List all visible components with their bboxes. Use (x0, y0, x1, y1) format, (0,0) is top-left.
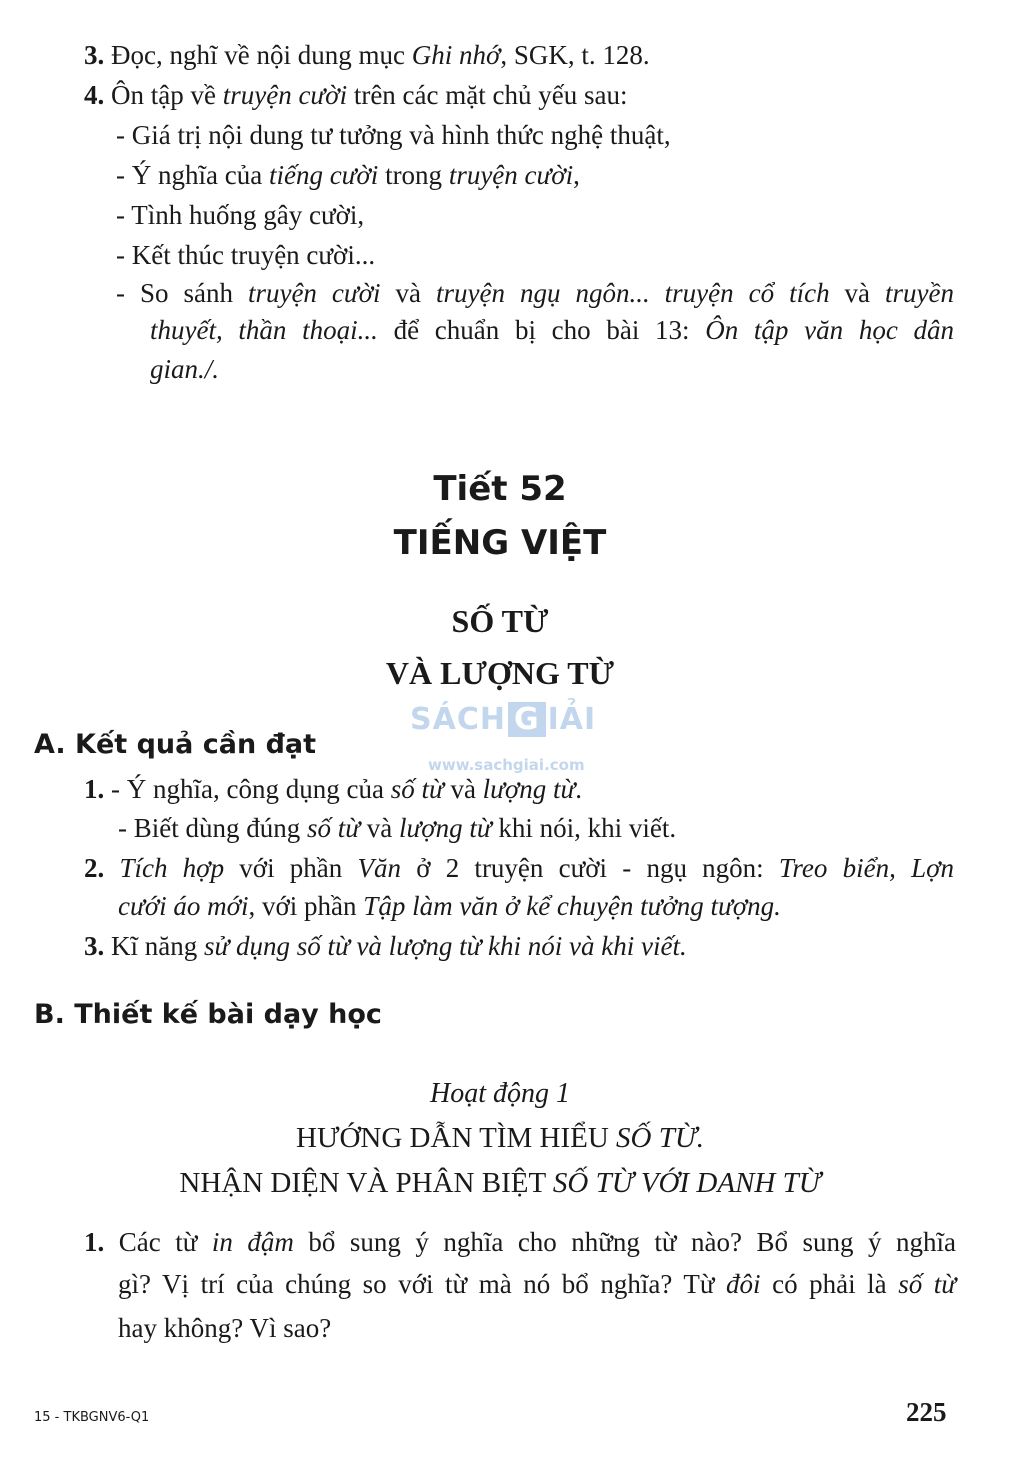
watermark (410, 702, 620, 772)
lesson-title: SỐ TỪ (451, 603, 549, 639)
question-1-line-2: gì? Vị trí của chúng so với từ mà nó bổ nghĩa? Từ đôi có phải là số từ (118, 1269, 956, 1299)
list-number: 1. (84, 774, 105, 804)
section-a-item-1: 1. - Ý nghĩa, công dụng của số từ và lượng từ. (84, 774, 583, 804)
watermark-url: www.sachgiai.com (428, 756, 585, 774)
list-number: 3. (84, 931, 105, 961)
list-number: 1. (84, 1227, 105, 1257)
list-number: 3. (84, 40, 105, 70)
question-1-line-1: 1. Các từ in đậm bổ sung ý nghĩa cho những từ nào? Bổ sung ý nghĩa (84, 1227, 957, 1257)
lesson-subject: TIẾNG VIỆT (393, 523, 607, 563)
bullet-compare-line-1: - So sánh truyện cười và truyện ngụ ngôn... truyện cổ tích và truyền (116, 278, 955, 308)
lesson-title-continued: VÀ LƯỢNG TỪ (385, 655, 615, 691)
bullet-laughter-meaning: - Ý nghĩa của tiếng cười trong truyện cười, (116, 160, 580, 190)
bullet-compare-line-2: thuyết, thần thoại... để chuẩn bị cho bài 13: Ôn tập văn học dân (150, 315, 955, 345)
list-item-3: 3. Đọc, nghĩ về nội dung mục Ghi nhớ, SGK, t. 128. (84, 40, 650, 70)
activity-title-continued: NHẬN DIỆN VÀ PHÂN BIỆT SỐ TỪ VỚI DANH TỪ (179, 1167, 821, 1199)
list-item-4: 4. Ôn tập về truyện cười trên các mặt chủ yếu sau: (84, 80, 628, 110)
list-number: 4. (84, 80, 105, 110)
activity-title: HƯỚNG DẪN TÌM HIỂU SỐ TỪ. (296, 1122, 704, 1154)
activity-label: Hoạt động 1 (430, 1078, 570, 1109)
page-number: 225 (906, 1397, 947, 1427)
bullet-compare-line-3: gian./. (150, 354, 220, 384)
section-a-heading: A. Kết quả cần đạt (34, 729, 317, 760)
watermark-logo: SÁCH G IẢI (410, 702, 597, 737)
section-a-item-3: 3. Kĩ năng sử dụng số từ và lượng từ khi nói và khi viết. (84, 931, 687, 961)
section-b-heading: B. Thiết kế bài dạy học (34, 999, 382, 1030)
section-a-item-2: 2. Tích hợp với phần Văn ở 2 truyện cười - ngụ ngôn: Treo biển, Lợn (84, 853, 954, 883)
lesson-number: Tiết 52 (433, 469, 567, 509)
section-a-item-1-line-2: - Biết dùng đúng số từ và lượng từ khi nói, khi viết. (118, 813, 677, 843)
question-1-line-3: hay không? Vì sao? (118, 1313, 332, 1343)
bullet-situation: - Tình huống gây cười, (116, 200, 365, 230)
section-a-item-2-line-2: cưới áo mới, với phần Tập làm văn ở kể chuyện tưởng tượng. (118, 891, 781, 921)
footer-code: 15 - TKBGNV6-Q1 (34, 1410, 150, 1425)
list-number: 2. (84, 853, 105, 883)
bullet-ending: - Kết thúc truyện cười... (116, 240, 376, 270)
bullet-content-value: - Giá trị nội dung tư tưởng và hình thức nghệ thuật, (116, 120, 671, 150)
